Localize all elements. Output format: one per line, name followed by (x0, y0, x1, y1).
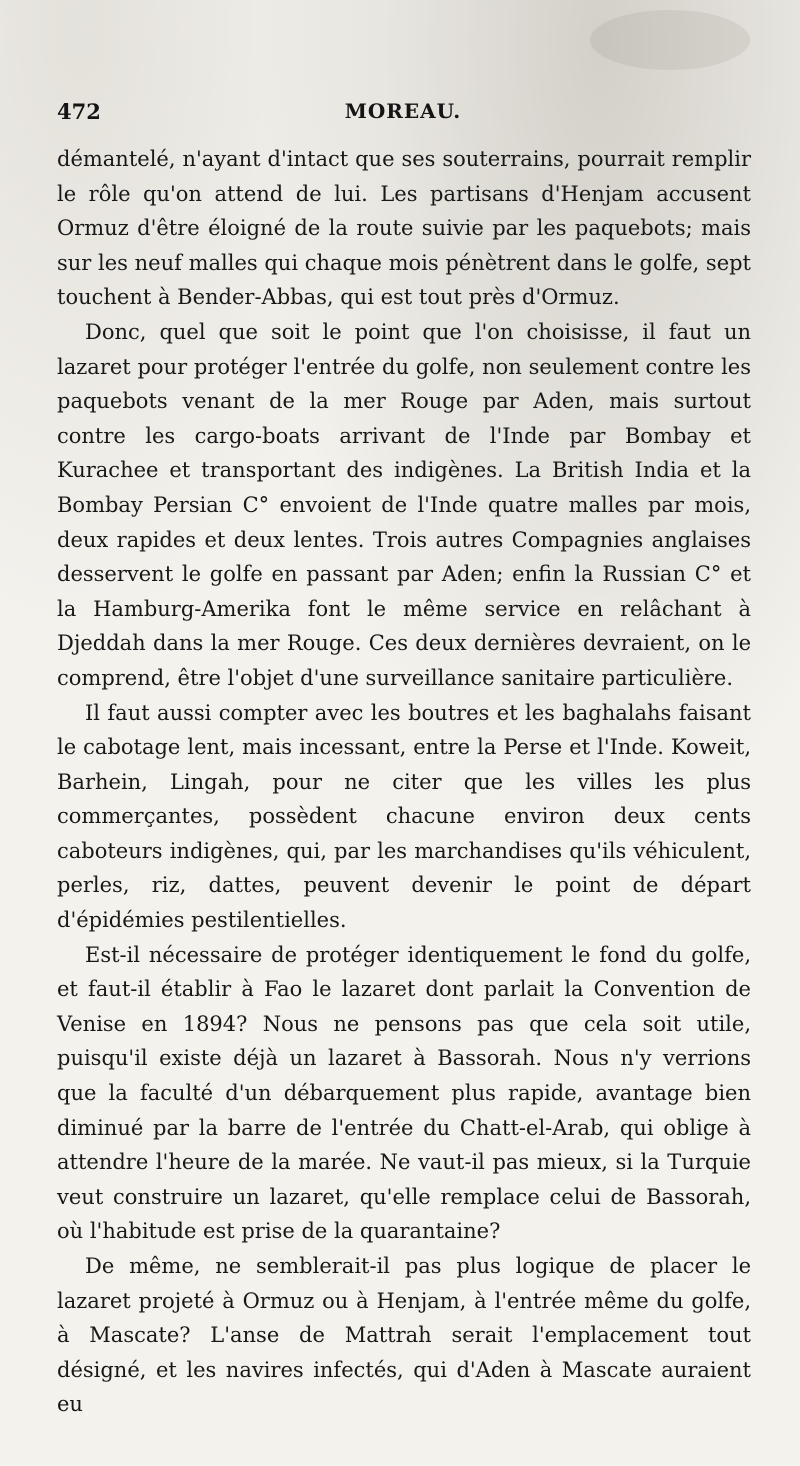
body-text (57, 142, 751, 1422)
page-number: 472 (57, 99, 101, 124)
running-head (57, 99, 749, 129)
running-title: MOREAU. (344, 99, 462, 123)
paragraph: Il faut aussi compter avec les boutres et les baghalahs faisant le cabotage lent, mais incessant, entre la Perse et l'Inde. Koweit, Barhein, Lingah, pour ne citer que les villes les plus commerçantes, possèdent chacune environ deux cents caboteurs indigènes, qui, par les marchandises qu'ils véhiculent, perles, riz, dattes, peuvent devenir le point de départ d'épidémies pestilentielles. (57, 700, 751, 933)
paragraph: Est-il nécessaire de protéger identiquement le fond du golfe, et faut-il établir à Fao le lazaret dont parlait la Convention de Venise en 1894? Nous ne pensons pas que cela soit utile, puisqu'il existe déjà un lazaret à Bassorah. Nous n'y verrions que la faculté d'un débarquement plus rapide, avantage bien diminué par la barre de l'entrée du Chatt-el-Arab, qui oblige à attendre l'heure de la marée. Ne vaut-il pas mieux, si la Turquie veut construire un lazaret, qu'elle remplace celui de Bassorah, où l'habitude est prise de la quarantaine? (57, 942, 751, 1244)
paragraph: Donc, quel que soit le point que l'on choisisse, il faut un lazaret pour protéger l'entrée du golfe, non seulement contre les paquebots venant de la mer Rouge par Aden, mais surtout contre les cargo-boats arrivant de l'Inde par Bombay et Kurachee et transportant des indigènes. La British India et la Bombay Persian C° envoient de l'Inde quatre malles par mois, deux rapides et deux lentes. Trois autres Compagnies anglaises desservent le golfe en passant par Aden; enfin la Russian C° et la Hamburg-Amerika font le même service en relâchant à Djeddah dans la mer Rouge. Ces deux dernières devraient, on le comprend, être l'objet d'une surveillance sanitaire particulière. (57, 319, 751, 690)
scan-smudge (590, 10, 750, 70)
paragraph: De même, ne semblerait-il pas plus logique de placer le lazaret projeté à Ormuz ou à Henjam, à l'entrée même du golfe, à Mascate? L'anse de Mattrah serait l'emplacement tout désigné, et les navires infectés, qui d'Aden à Mascate auraient eu (57, 1254, 751, 1417)
paragraph: démantelé, n'ayant d'intact que ses souterrains, pourrait remplir le rôle qu'on attend de lui. Les partisans d'Henjam accusent Ormuz d'être éloigné de la route suivie par les paquebots; mais sur les neuf malles qui chaque mois pénètrent dans le golfe, sept touchent à Bender-Abbas, qui est tout près d'Ormuz. (57, 147, 751, 310)
